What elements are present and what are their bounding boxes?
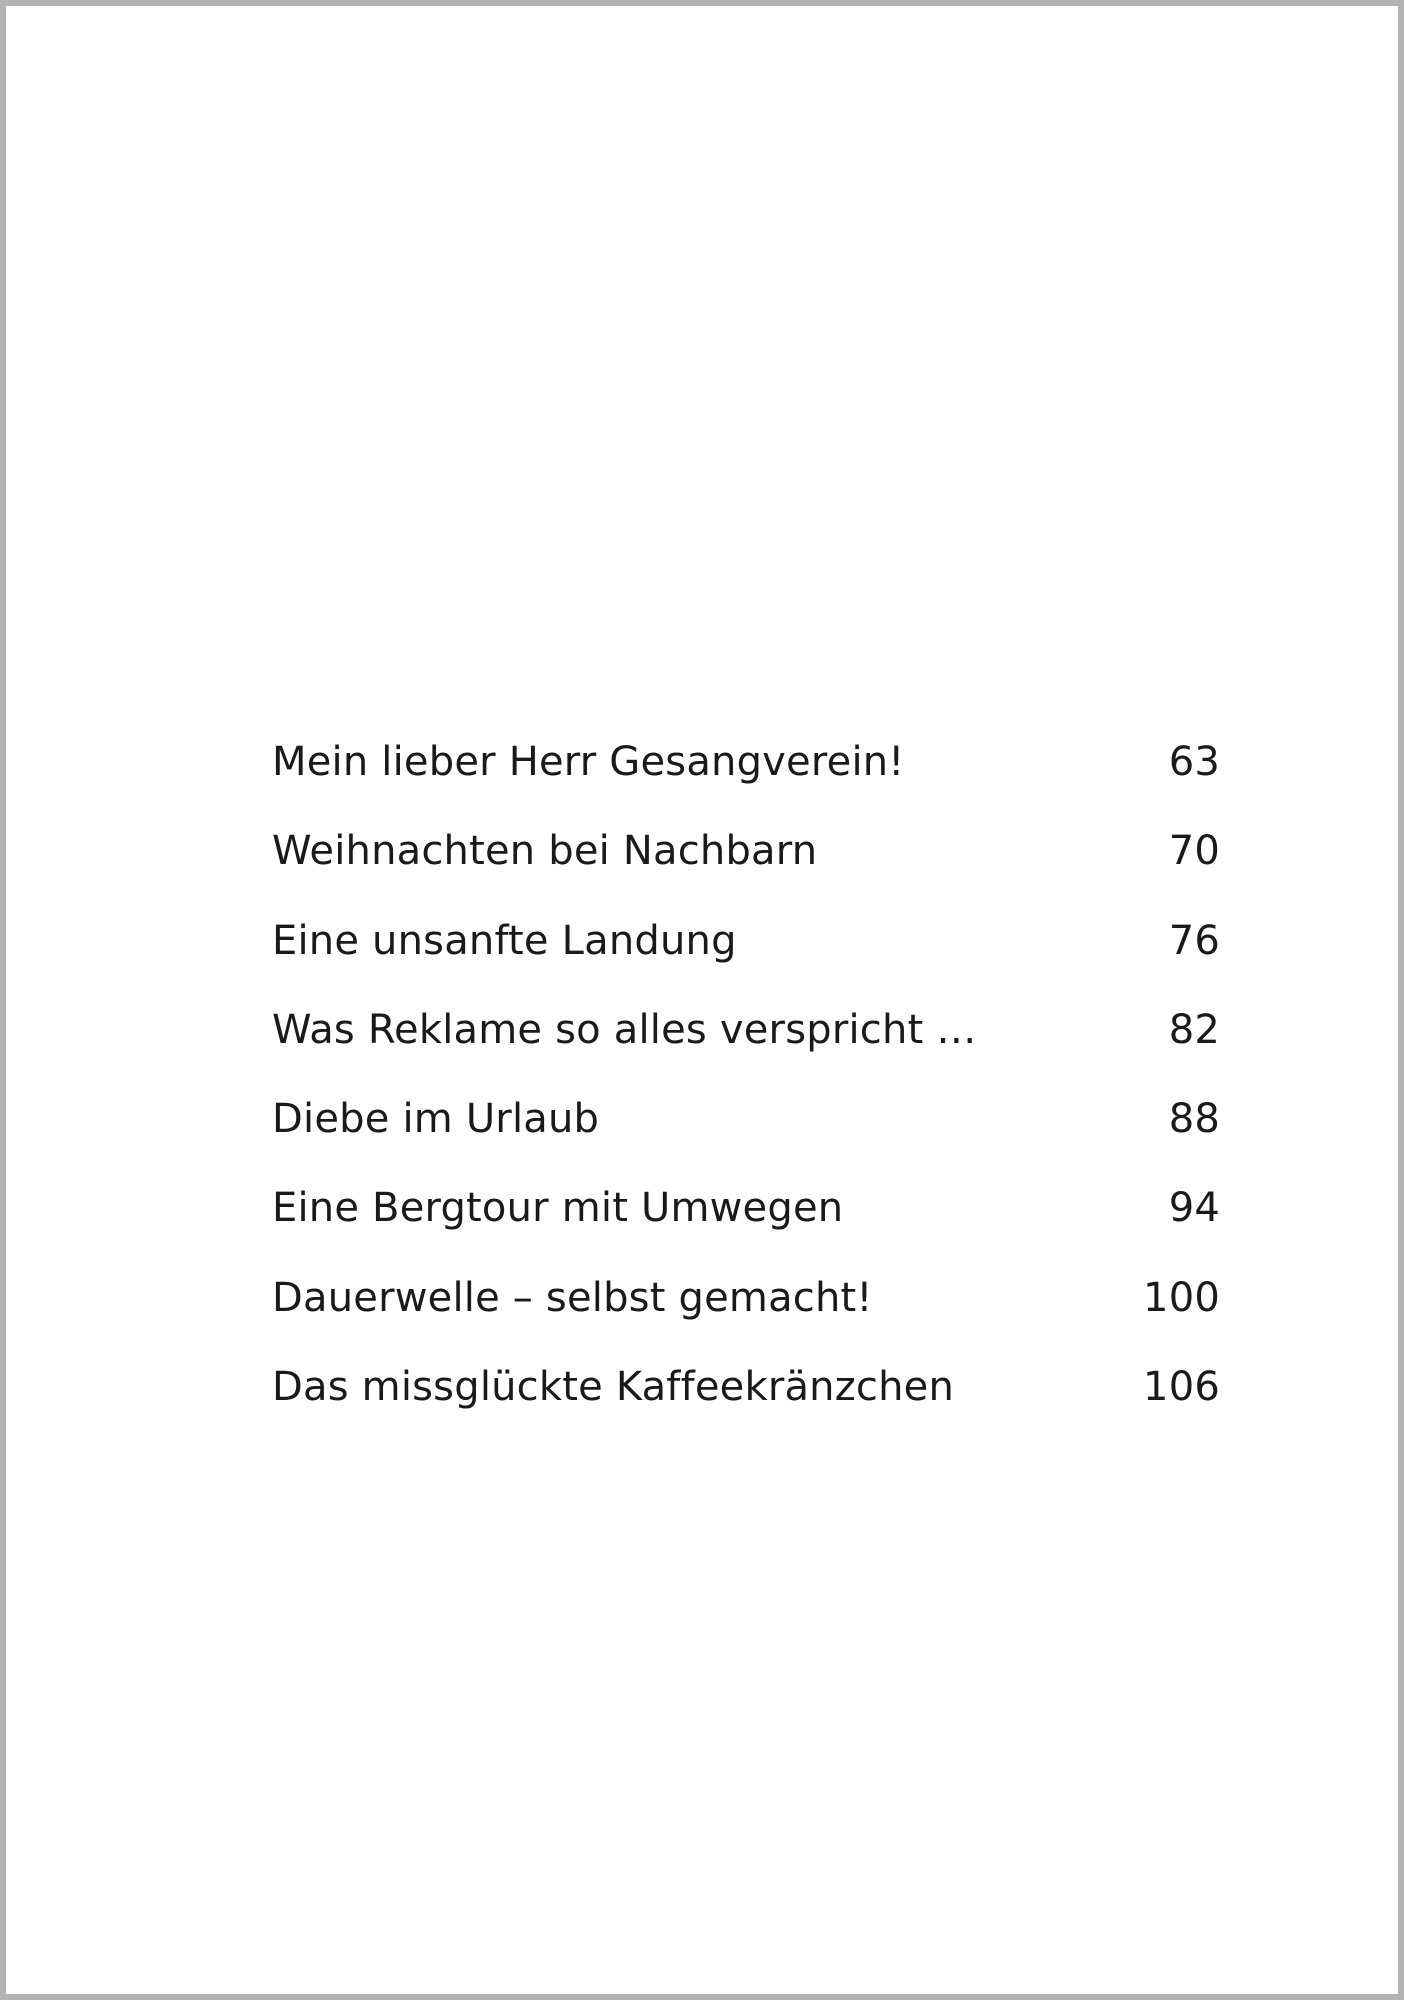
table-of-contents [272,730,1220,1444]
toc-entry-page-number: 76 [1168,917,1220,964]
toc-entry [272,730,1220,819]
toc-entry-title: Was Reklame so alles verspricht … [272,1006,977,1053]
toc-entry-page-number: 88 [1168,1096,1220,1143]
toc-entry-title: Weihnachten bei Nachbarn [272,828,818,875]
toc-entry [272,909,1220,998]
toc-entry-page-number: 100 [1143,1274,1220,1321]
toc-entry-title: Diebe im Urlaub [272,1096,600,1143]
toc-entry-title: Dauerwelle – selbst gemacht! [272,1274,873,1321]
toc-entry-page-number: 94 [1168,1185,1220,1232]
toc-entry [272,1266,1220,1355]
toc-entry [272,1087,1220,1176]
toc-entry [272,1355,1220,1444]
toc-entry [272,998,1220,1087]
toc-entry-page-number: 70 [1168,828,1220,875]
toc-entry-title: Eine unsanfte Landung [272,917,737,964]
toc-entry-page-number: 82 [1168,1006,1220,1053]
toc-entry [272,819,1220,908]
toc-entry-title: Das missglückte Kaffeekränzchen [272,1364,955,1411]
toc-entry [272,1176,1220,1265]
toc-entry-title: Eine Bergtour mit Umwegen [272,1185,844,1232]
toc-entry-page-number: 106 [1143,1364,1220,1411]
toc-entry-page-number: 63 [1168,739,1220,785]
toc-entry-title: Mein lieber Herr Gesangverein! [272,739,905,785]
